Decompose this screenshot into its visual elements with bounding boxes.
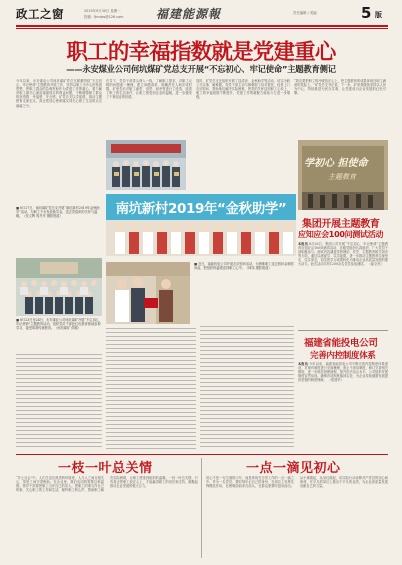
mural-text: 学初心 担使命 <box>304 158 368 169</box>
article2-author: （郑建华） <box>327 378 344 383</box>
article2-body <box>298 362 388 450</box>
photo-condolence-visit-image <box>106 262 190 324</box>
lead-subheadline: ——永安煤业公司何坑煤矿党总支开展“不忘初心、牢记使命”主题教育侧记 <box>66 64 336 74</box>
photo-caption-bottom-left: ■ 8月23日至24日，永安煤业公司何坑煤矿开展“不忘初心、牢记使命”主题教育活动，组织党员干部赴红色教育基地参观学习，接受革命传统教育。（何坑煤矿 供稿） <box>16 318 102 330</box>
bottom-divider <box>16 454 388 455</box>
page-number: 5 <box>361 4 372 22</box>
bottom-center-divider <box>201 458 202 558</box>
bottom-right-title: 一点一滴见初心 <box>246 461 341 476</box>
photo-caption-bottom-right: ■ 近日，福能机电公司开展走访慰问活动，为困难职工送去慰问金和慰问品，把组织的温暖送到职工心中。（林伟 摄影报道） <box>194 262 294 270</box>
photo-autumn-scholarship <box>106 194 296 256</box>
body-fill-left <box>16 354 102 450</box>
article1-author: （能全亮） <box>367 262 384 267</box>
photo-education-mural <box>298 140 388 210</box>
bottom-left-body: “乡土社会”中，人们生活在熟悉的环境里，人与人之间互相关心，邻里之间守望相助。在企业里，我们也同样需要这种温情。领导干部要把职工当作自己的亲人，把职工的事当作自己的事，关心职工的工作和生活，倾听职工的心声，帮助职工解决实际困难，让职工感受到组织的温暖。一枝一叶总关情，只有真正把职工放在心上，才能赢得职工的信任和支持，凝聚起推动企业发展的强大合力。 <box>16 476 198 493</box>
photo-condolence-visit <box>106 262 190 324</box>
lead-body-col3: 同时，矿党总支还组织开展了送清凉、金秋助学等活动，切实为职工办实事、解难题。党员干部主动与困难职工结对帮扶，经常上门走访慰问，帮助他们解决实际困难，把党的关怀送到职工心坎上，职工的幸福指数不断提升，党建工作的凝聚力和战斗力进一步增强。 <box>196 79 290 100</box>
photo-caption-top-left: ■ 8月27日，南坑煤矿党总支开展“南坑新村2019年金秋助学”活动，为职工子女发放助学金，送去党组织的关怀与温暖。（吴文辉 郭冬华 摄影报道） <box>16 206 100 218</box>
article2-subtitle: 完善内控制度体系 <box>310 351 376 361</box>
article2-title: 福建省能投电公司 <box>304 338 378 349</box>
lead-body-col2: 在井下，党员干部带头深入一线，了解职工需求，对职工反映的问题逐一梳理，建立问题清单，明确责任人和完成时限。矿里先后对职工澡堂、食堂、宿舍等进行了改造，改善了职工的生活条件，让职工感受到企业的温暖，进一步激发了干事创业的热情。 <box>106 79 192 100</box>
article1-body <box>298 242 388 326</box>
editor-line: 责任编辑 / 美编 <box>293 11 317 15</box>
article1-title: 集团开展主题教育 <box>302 219 380 230</box>
article1-subtitle: 应知应会100问测试活动 <box>298 230 384 239</box>
bottom-right-body: 初心不是一句空洞的口号，而是体现在日常工作的一点一滴之中。作为一名党员，要时刻牢记自己的身份，在岗位上发挥先锋模范作用，在困难面前冲在前头，在群众需要时挺身而出。从小事做起，从身边做起，用实际行动诠释共产党员的初心和使命，在平凡的岗位上做出不平凡的业绩，为企业高质量发展贡献自己的力量。 <box>206 476 388 489</box>
article2-text: 今年以来，福建省能投电公司不断完善内控制度体系建设，对现有制度进行全面梳理，废止不适用制度，修订完善相关制度，进一步规范管理流程，提升依法治企水平。公司组织开展制度宣贯培训，确保各项制度落到实处，为企业持续健康发展提供坚强的制度保障。 <box>298 362 388 383</box>
masthead-rule <box>16 25 388 27</box>
issue-date: 2019年9月30日 星期一 <box>84 9 121 13</box>
lead-body-col1: 今年以来，永安煤业公司何坑煤矿党总支紧紧围绕“不忘初心、牢记使命”主题教育开展工作，坚持以职工为中心的发展思想，把职工群众的急难愁盼作为党建工作的重心，着力解决职工最关心最直接最现实的利益问题，不断增强职工群众的获得感、幸福感、安全感。矿党总支以学促做，推动主题教育走深走实，真正把初心使命落实到关心职工生活的点点滴滴之中。 <box>16 79 102 108</box>
bottom-left-title: 一枝一叶总关情 <box>58 461 153 476</box>
lead-headline: 职工的幸福指数就是党建重心 <box>66 40 336 65</box>
masthead-rule-thin <box>16 28 388 29</box>
article2-lead: 本报讯 <box>298 362 308 366</box>
mural-subtext: 主题教育 <box>328 173 356 181</box>
newspaper-logo: 福建能源報 <box>156 7 222 21</box>
photo-group-award-image <box>106 140 186 190</box>
contact-line: 投稿：fjmdzs@126.com <box>84 15 124 19</box>
page-unit: 版 <box>375 11 382 19</box>
article1-text: 8月26日，集团公司开展“不忘初心、牢记使命”主题教育应知应会100问测试活动，各级党组织认真组织，广大党员干部积极参与。测试内容涵盖党的理论、党史、主题教育相关知识等方面，通过以测促学、以学促做，进一步推动主题教育往深里走、往实里走，切实把学习成果转化为推动企业高质量发展的强大动力。此次活动共有1200余名党员参加测试。 <box>298 242 388 267</box>
banner-text: 南坑新村2019年“金秋助学” <box>115 201 287 217</box>
body-fill-center-b <box>200 326 294 450</box>
photo-group-award <box>106 140 186 190</box>
lead-body-col4: “我们要把职工的冷暖放在心上，把主题教育的成果体现在职工满意的笑脸上。”矿党总支书记说，下一步，矿里将继续坚持以人民为中心，持续推进为民办实事，让党建成为企业发展的红色引擎。 <box>294 79 386 96</box>
section-name: 政工之窗 <box>16 7 64 21</box>
article1-lead: 本报讯 <box>298 242 308 246</box>
right-col-divider <box>298 330 388 331</box>
photo-red-education-visit <box>16 258 102 316</box>
body-fill-center-a <box>106 328 196 450</box>
photo-red-education-visit-image <box>16 258 102 316</box>
